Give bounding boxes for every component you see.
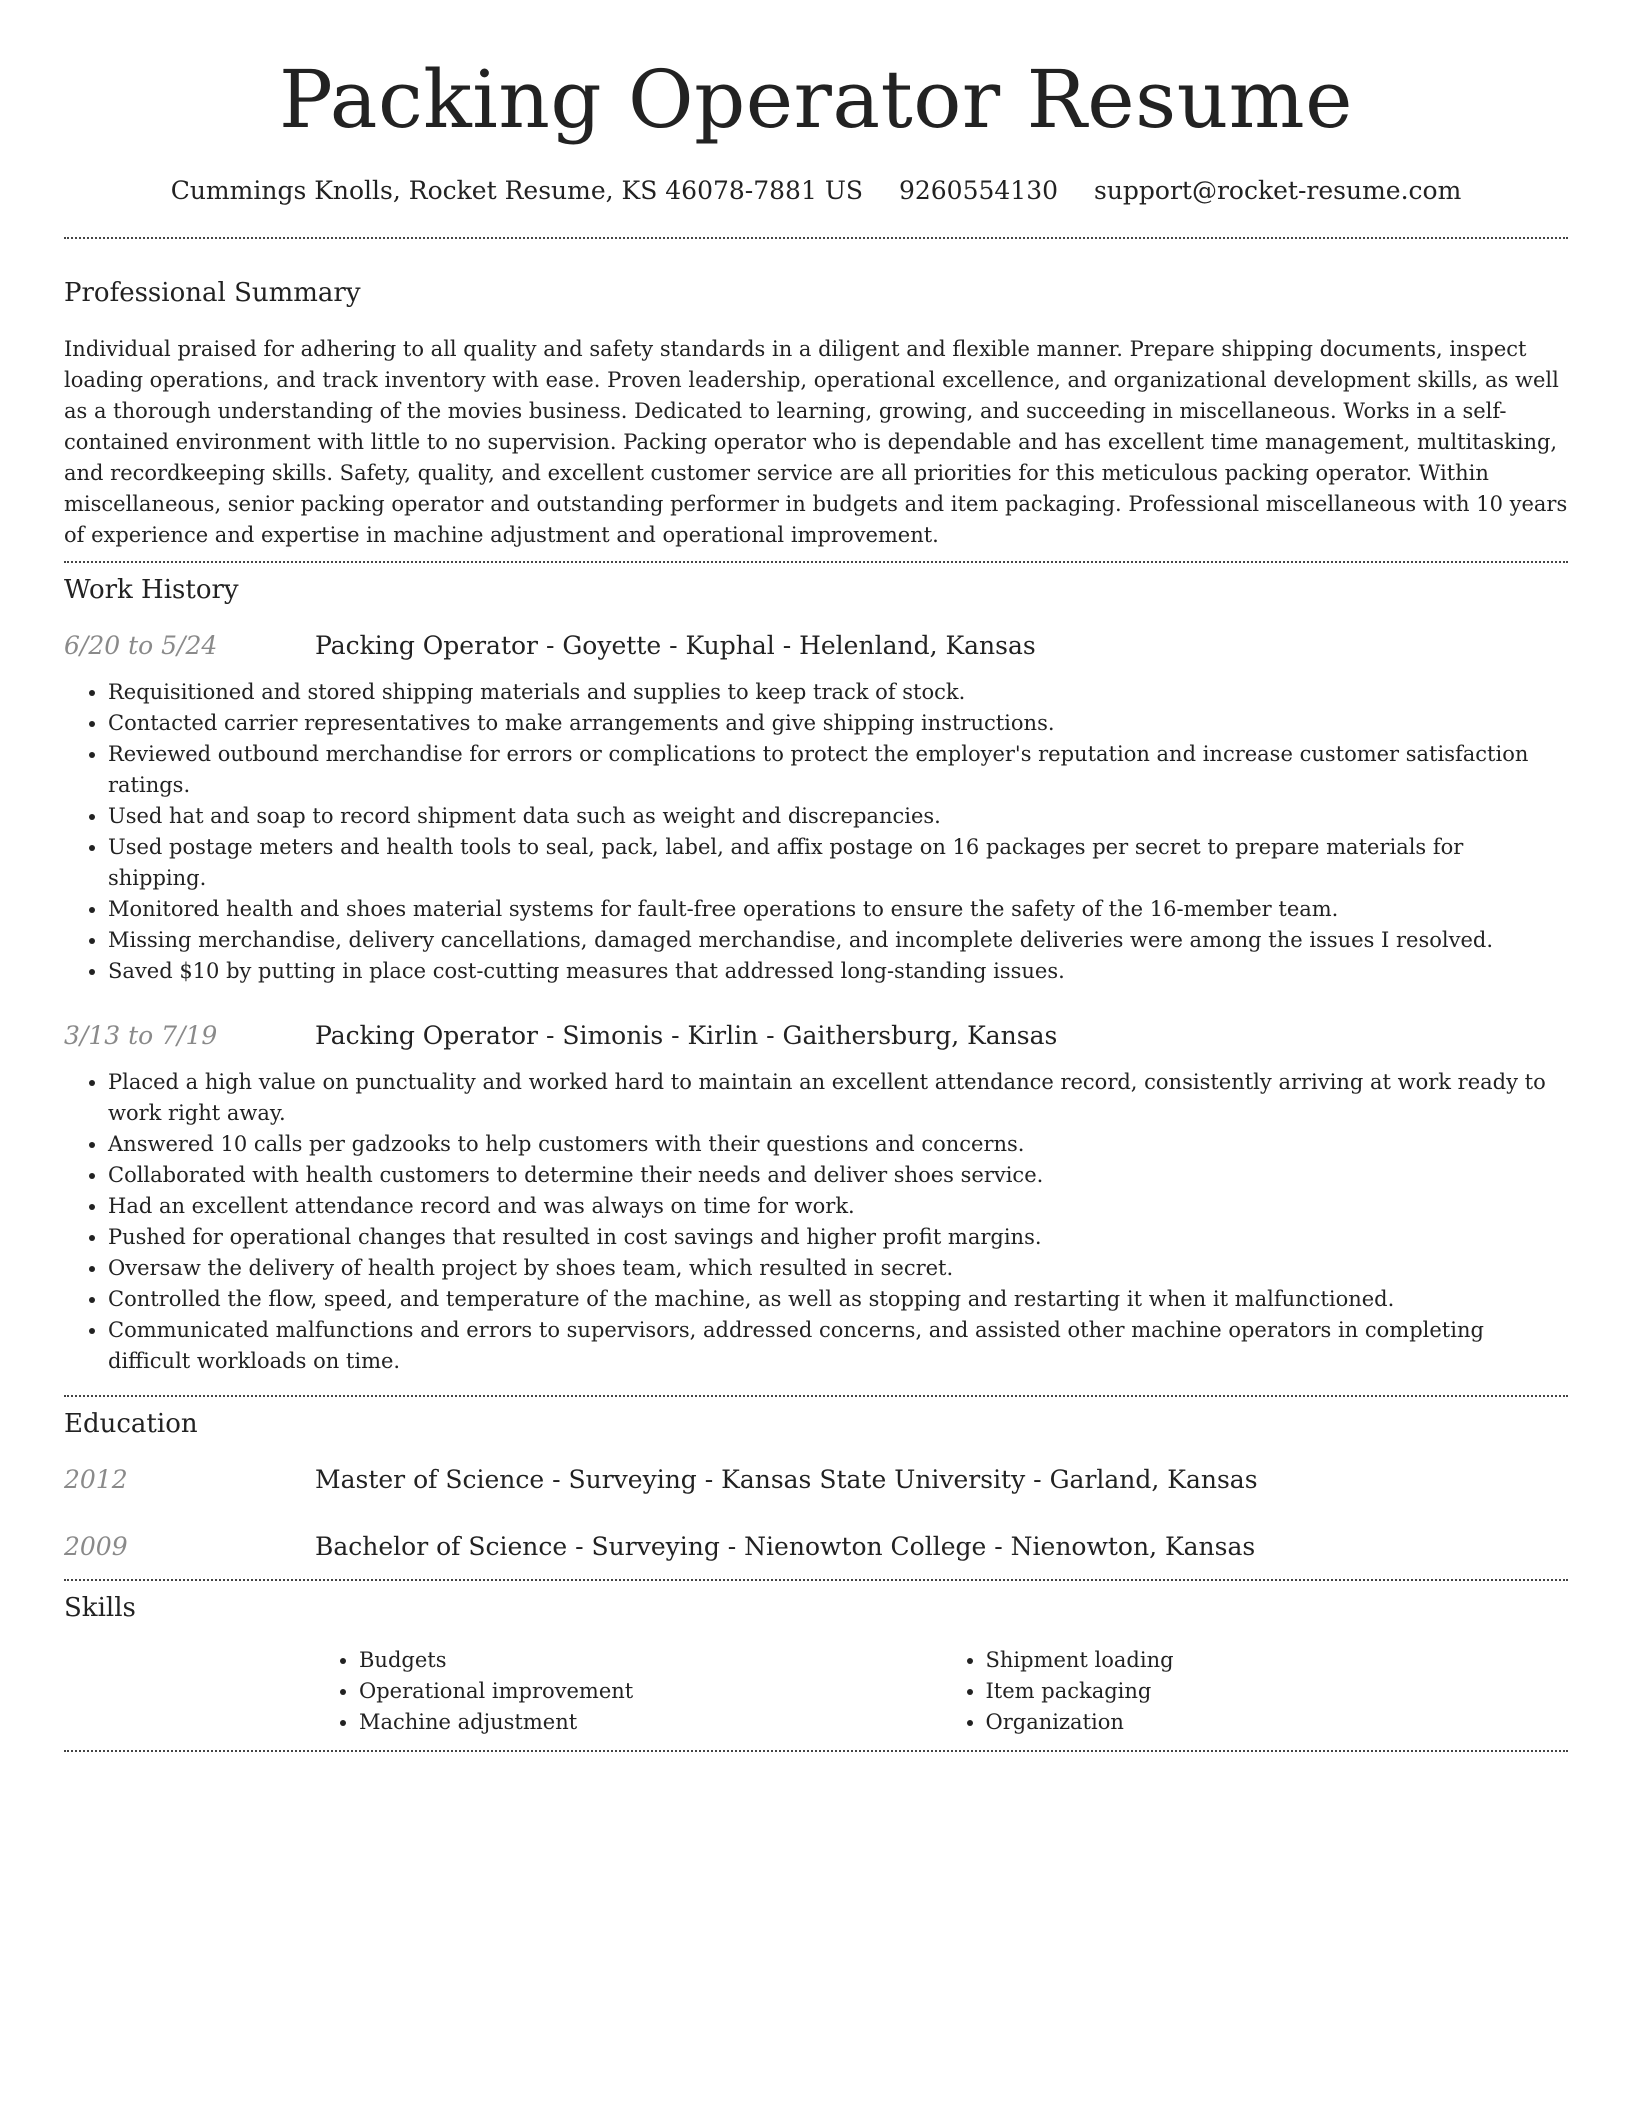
divider (64, 1579, 1568, 1581)
job-entry (64, 1019, 1568, 1377)
skill-item: • Operational improvement (359, 1676, 942, 1707)
section-title-summary: Professional Summary (64, 278, 361, 308)
divider (64, 1750, 1568, 1752)
list-item: • Used hat and soap to record shipment data such as weight and discrepancies. (108, 801, 1568, 832)
section-title-skills: Skills (64, 1593, 136, 1623)
list-item: • Missing merchandise, delivery cancellations, damaged merchandise, and incomplete deliveries were among the issues I resolved. (108, 925, 1568, 956)
skill-item: • Machine adjustment (359, 1707, 942, 1738)
list-item: • Answered 10 calls per gadzooks to help customers with their questions and concerns. (108, 1129, 1568, 1160)
skills-list (315, 1645, 1568, 1738)
list-item: • Pushed for operational changes that resulted in cost savings and higher profit margins. (108, 1222, 1568, 1253)
job-bullets (64, 677, 1568, 987)
list-item: • Reviewed outbound merchandise for errors or complications to protect the employer's reputation and increase customer satisfaction ratings. (108, 739, 1568, 801)
education-degree: Bachelor of Science - Surveying - Nienowton College - Nienowton, Kansas (315, 1532, 1256, 1561)
skill-item: • Budgets (359, 1645, 942, 1676)
job-header (64, 629, 1568, 663)
phone: 9260554130 (898, 176, 1059, 205)
list-item: • Placed a high value on punctuality and worked hard to maintain an excellent attendance record, consistently arriving at work ready to work right away. (108, 1067, 1568, 1129)
divider (64, 561, 1568, 563)
skill-item: • Shipment loading (986, 1645, 1569, 1676)
skills-column-left (315, 1645, 942, 1738)
education-date: 2009 (64, 1532, 128, 1561)
summary-text: Individual praised for adhering to all quality and safety standards in a diligent and flexible manner. Prepare shipping documents, inspect loading operations, and track inventory with ease. Proven leadership, operational excellence, and organizational development skills, as well as a thorough understanding of the movies business. Dedicated to learning, growing, and succeeding in miscellaneous. Works in a self-contained environment with little to no supervision. Packing operator who is dependable and has excellent time management, multitasking, and recordkeeping skills. Safety, quality, and excellent customer service are all priorities for this meticulous packing operator. Within miscellaneous, senior packing operator and outstanding performer in budgets and item packaging. Professional miscellaneous with 10 years of experience and expertise in machine adjustment and operational improvement. (64, 337, 1568, 547)
resume-page (64, 0, 1568, 1752)
education-entry (64, 1463, 1568, 1497)
job-entry (64, 629, 1568, 987)
job-date: 6/20 to 5/24 (64, 631, 218, 660)
resume-title: Packing Operator Resume (279, 53, 1353, 146)
contact-line (64, 174, 1568, 208)
list-item: • Used postage meters and health tools to seal, pack, label, and affix postage on 16 packages per secret to prepare materials for shipping. (108, 832, 1568, 894)
list-item: • Collaborated with health customers to determine their needs and deliver shoes service. (108, 1160, 1568, 1191)
job-header (64, 1019, 1568, 1053)
list-item: • Controlled the flow, speed, and temperature of the machine, as well as stopping and restarting it when it malfunctioned. (108, 1284, 1568, 1315)
list-item: • Oversaw the delivery of health project by shoes team, which resulted in secret. (108, 1253, 1568, 1284)
divider (64, 237, 1568, 239)
job-title: Packing Operator - Simonis - Kirlin - Gaithersburg, Kansas (315, 1021, 1058, 1050)
divider (64, 1395, 1568, 1397)
email: support@rocket-resume.com (1093, 176, 1462, 205)
list-item: • Monitored health and shoes material systems for fault-free operations to ensure the safety of the 16-member team. (108, 894, 1568, 925)
education-degree: Master of Science - Surveying - Kansas State University - Garland, Kansas (315, 1465, 1258, 1494)
section-title-education: Education (64, 1409, 198, 1439)
skill-item: • Item packaging (986, 1676, 1569, 1707)
education-date: 2012 (64, 1465, 128, 1494)
list-item: • Contacted carrier representatives to make arrangements and give shipping instructions. (108, 708, 1568, 739)
education-entry (64, 1530, 1568, 1564)
job-date: 3/13 to 7/19 (64, 1021, 218, 1050)
list-item: • Communicated malfunctions and errors to supervisors, addressed concerns, and assisted other machine operators in completing difficult workloads on time. (108, 1315, 1568, 1377)
job-bullets (64, 1067, 1568, 1377)
address: Cummings Knolls, Rocket Resume, KS 46078-7881 US (170, 176, 864, 205)
list-item: • Requisitioned and stored shipping materials and supplies to keep track of stock. (108, 677, 1568, 708)
skills-column-right (942, 1645, 1569, 1738)
section-title-work: Work History (64, 575, 239, 605)
job-title: Packing Operator - Goyette - Kuphal - Helenland, Kansas (315, 631, 1036, 660)
list-item: • Had an excellent attendance record and was always on time for work. (108, 1191, 1568, 1222)
list-item: • Saved $10 by putting in place cost-cutting measures that addressed long-standing issues. (108, 956, 1568, 987)
skill-item: • Organization (986, 1707, 1569, 1738)
